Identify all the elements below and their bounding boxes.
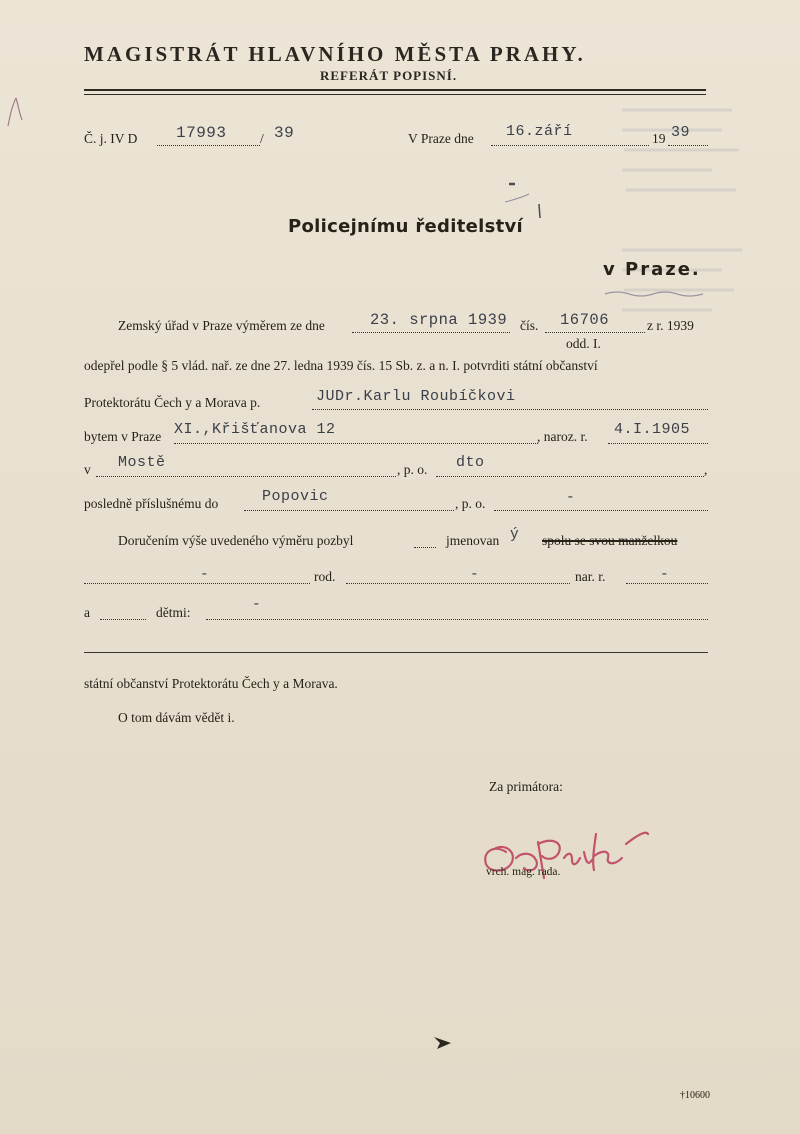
body-line8-dots-3 <box>626 583 708 584</box>
struck-with-wife: spolu se svou manželkou <box>542 533 678 548</box>
body-line5-text-a: v <box>84 462 91 477</box>
body-line1-text-c: z r. 1939 <box>647 318 694 333</box>
address-dots <box>174 443 538 444</box>
form-number: †10600 <box>680 1090 710 1101</box>
reference-dotted-line <box>157 145 260 146</box>
body-line9-dots-1 <box>100 619 146 620</box>
body-line9-dash: - <box>252 597 262 613</box>
body-line7-suffix: ý <box>510 527 520 543</box>
body-line7-text-a: Doručením výše uvedeného výměru pozbyl <box>118 533 354 548</box>
date-century: 19 <box>652 131 666 146</box>
birthplace-post-office: dto <box>456 454 485 471</box>
reference-year: 39 <box>274 124 295 142</box>
residence-address: XI.,Křišťanova 12 <box>174 421 336 438</box>
body-line7-dots-1 <box>414 547 436 548</box>
header-rule-bottom <box>84 94 706 95</box>
birth-year-dots <box>608 443 708 444</box>
body-line8-dash-3: - <box>660 567 670 583</box>
body-line9-children: dětmi: <box>156 605 191 620</box>
person-name: JUDr.Karlu Roubíčkovi <box>316 388 516 405</box>
domicile-post-dots <box>494 510 708 511</box>
body-line9-a: a <box>84 605 90 620</box>
body-line11-text: státní občanství Protektorátu Čech y a Morava. <box>84 676 338 691</box>
date-year: 39 <box>671 124 691 141</box>
body-line2-text: odepřel podle § 5 vlád. nař. ze dne 27. ledna 1939 čís. 15 Sb. z. a n. I. potvrditi státní občanství <box>84 358 598 373</box>
date-of-decision-dots <box>352 332 510 333</box>
domicile-place: Popovic <box>262 488 329 505</box>
body-line3-text: Protektorátu Čech y a Morava p. <box>84 395 261 410</box>
body-line1-text-b: čís. <box>520 318 539 333</box>
date-of-decision: 23. srpna 1939 <box>370 311 508 329</box>
body-line8-dash-1: - <box>200 567 210 583</box>
name-dots <box>312 409 708 410</box>
birthplace-dots <box>96 476 396 477</box>
body-line4-text-a: bytem v Praze <box>84 429 162 444</box>
body-line5-text-b: , p. o. <box>397 462 428 477</box>
pencil-margin-mark <box>4 92 28 130</box>
signatory-title: vrch. mag. rada. <box>486 866 561 878</box>
body-line8-dots-2 <box>346 583 570 584</box>
body-line5-comma: , <box>704 462 708 477</box>
birth-date: 4.I.1905 <box>614 421 691 438</box>
body-line1-text-a: Zemský úřad v Praze výměrem ze dne <box>118 318 325 333</box>
addressee-line-2: v Praze. <box>603 259 701 280</box>
pen-check-mark <box>497 180 547 220</box>
body-line8-dash-2: - <box>470 567 480 583</box>
birthplace: Mostě <box>118 454 166 471</box>
date-year-dotted-line <box>668 145 708 146</box>
body-line4-text-b: , naroz. r. <box>537 429 588 444</box>
body-line8-nar: nar. r. <box>575 569 606 584</box>
decision-number: 16706 <box>560 311 610 329</box>
domicile-dots <box>244 510 454 511</box>
department-number: odd. I. <box>566 336 601 351</box>
body-line9-dots-2 <box>206 619 708 620</box>
department-subtitle: REFERÁT POPISNÍ. <box>320 68 458 83</box>
body-line6-text-a: posledně příslušnému do <box>84 496 219 511</box>
header-rule-top <box>84 89 706 91</box>
pen-arrow-mark <box>433 1036 453 1050</box>
date-day-month: 16.září <box>506 123 573 140</box>
magistrate-title: MAGISTRÁT HLAVNÍHO MĚSTA PRAHY. <box>84 42 586 66</box>
body-line8-dots-1 <box>84 583 310 584</box>
date-label: V Praze dne <box>408 131 474 146</box>
date-dotted-line <box>491 145 649 146</box>
body-line8-rod: rod. <box>314 569 336 584</box>
domicile-post-office: - <box>566 490 576 506</box>
body-line7-text-b: jmenovan <box>446 533 500 548</box>
decision-number-dots <box>545 332 645 333</box>
reference-number: 17993 <box>176 124 227 142</box>
body-line12-text: O tom dávám vědět i. <box>118 710 235 725</box>
reference-slash: / <box>260 131 264 146</box>
reference-label: Č. j. IV D <box>84 131 138 146</box>
addressee-line-1: Policejnímu ředitelství <box>288 216 524 237</box>
addressee-underline-wavy <box>603 290 707 298</box>
birthplace-post-dots <box>436 476 704 477</box>
body-line10-rule <box>84 652 708 653</box>
body-line6-text-b: , p. o. <box>455 496 486 511</box>
for-mayor-label: Za primátora: <box>489 779 563 794</box>
